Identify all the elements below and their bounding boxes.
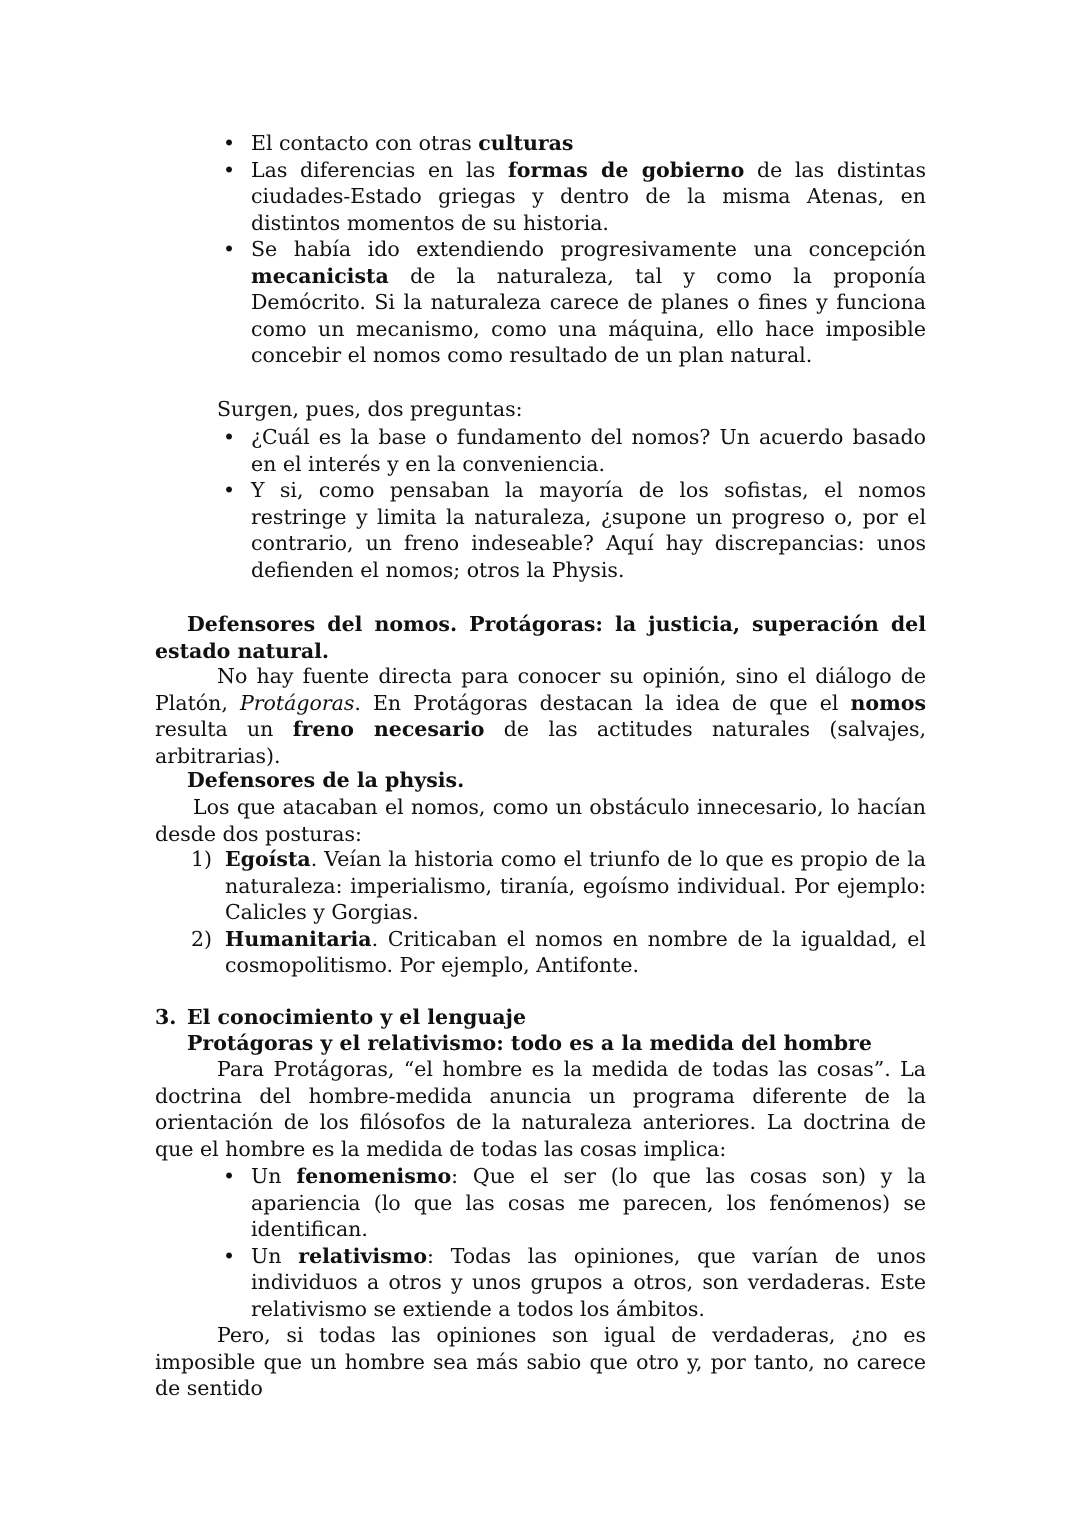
paragraph-physis: Los que atacaban el nomos, como un obstáculo innecesario, lo hacían desde dos posturas: [155,795,926,846]
paragraph-final: Pero, si todas las opiniones son igual de verdaderas, ¿no es imposible que un hombre sea más sabio que otro y, por tanto, no carece de sentido [155,1323,926,1400]
section-3-subtitle: Protágoras y el relativismo: todo es a la medida del hombre [187,1031,872,1055]
list-item: • Las diferencias en las formas de gobierno de las distintas ciudades-Estado griegas y dentro de la misma Atenas, en distintos momentos de su historia. [155,157,926,237]
section-heading-physis: Defensores de la physis. [187,768,465,792]
bullet-list-questions [155,424,926,583]
paragraph-nomos: No hay fuente directa para conocer su opinión, sino el diálogo de Platón, Protágoras. En Protágoras destacan la idea de que el nomos resulta un freno necesario de las actitudes naturales (salvajes, arbitrarias). [155,664,926,768]
paragraph-protagoras: Para Protágoras, “el hombre es la medida de todas las cosas”. La doctrina del hombre-medida anuncia un programa diferente de la orientación de los filósofos de la naturaleza anteriores. La doctrina de que el hombre es la medida de todas las cosas implica: [155,1057,926,1161]
list-item: • ¿Cuál es la base o fundamento del nomos? Un acuerdo basado en el interés y en la conveniencia. [155,424,926,477]
list-item: • El contacto con otras culturas [155,130,926,157]
list-item: • Un fenomenismo: Que el ser (lo que las cosas son) y la apariencia (lo que las cosas me parecen, los fenómenos) se identifican. [155,1163,926,1243]
numbered-list-postures [155,846,926,979]
questions-intro: Surgen, pues, dos preguntas: [217,397,523,421]
section-heading-nomos: Defensores del nomos. Protágoras: la justicia, superación del estado natural. [155,612,926,663]
list-item: • Se había ido extendiendo progresivamente una concepción mecanicista de la naturaleza, tal y como la proponía Demócrito. Si la naturaleza carece de planes o fines y funciona como un mecanismo, como una máquina, ello hace imposible concebir el nomos como resultado de un plan natural. [155,236,926,369]
list-item: 2) Humanitaria. Criticaban el nomos en nombre de la igualdad, el cosmopolitismo. Por ejemplo, Antifonte. [191,926,926,977]
section-3-title: 3. El conocimiento y el lenguaje [155,1005,526,1029]
list-item: 1) Egoísta. Veían la historia como el triunfo de lo que es propio de la naturaleza: imperialismo, tiranía, egoísmo individual. Por ejemplo: Calicles y Gorgias. [191,847,926,924]
list-item: • Y si, como pensaban la mayoría de los sofistas, el nomos restringe y limita la naturaleza, ¿supone un progreso o, por el contrario, un freno indeseable? Aquí hay discrepancias: unos defienden el nomos; otros la Physis. [155,477,926,583]
bullet-list-implications [155,1163,926,1322]
list-item: • Un relativismo: Todas las opiniones, que varían de unos individuos a otros y unos grupos a otros, son verdaderas. Este relativismo se extiende a todos los ámbitos. [155,1243,926,1323]
bullet-list-causes [155,130,926,369]
